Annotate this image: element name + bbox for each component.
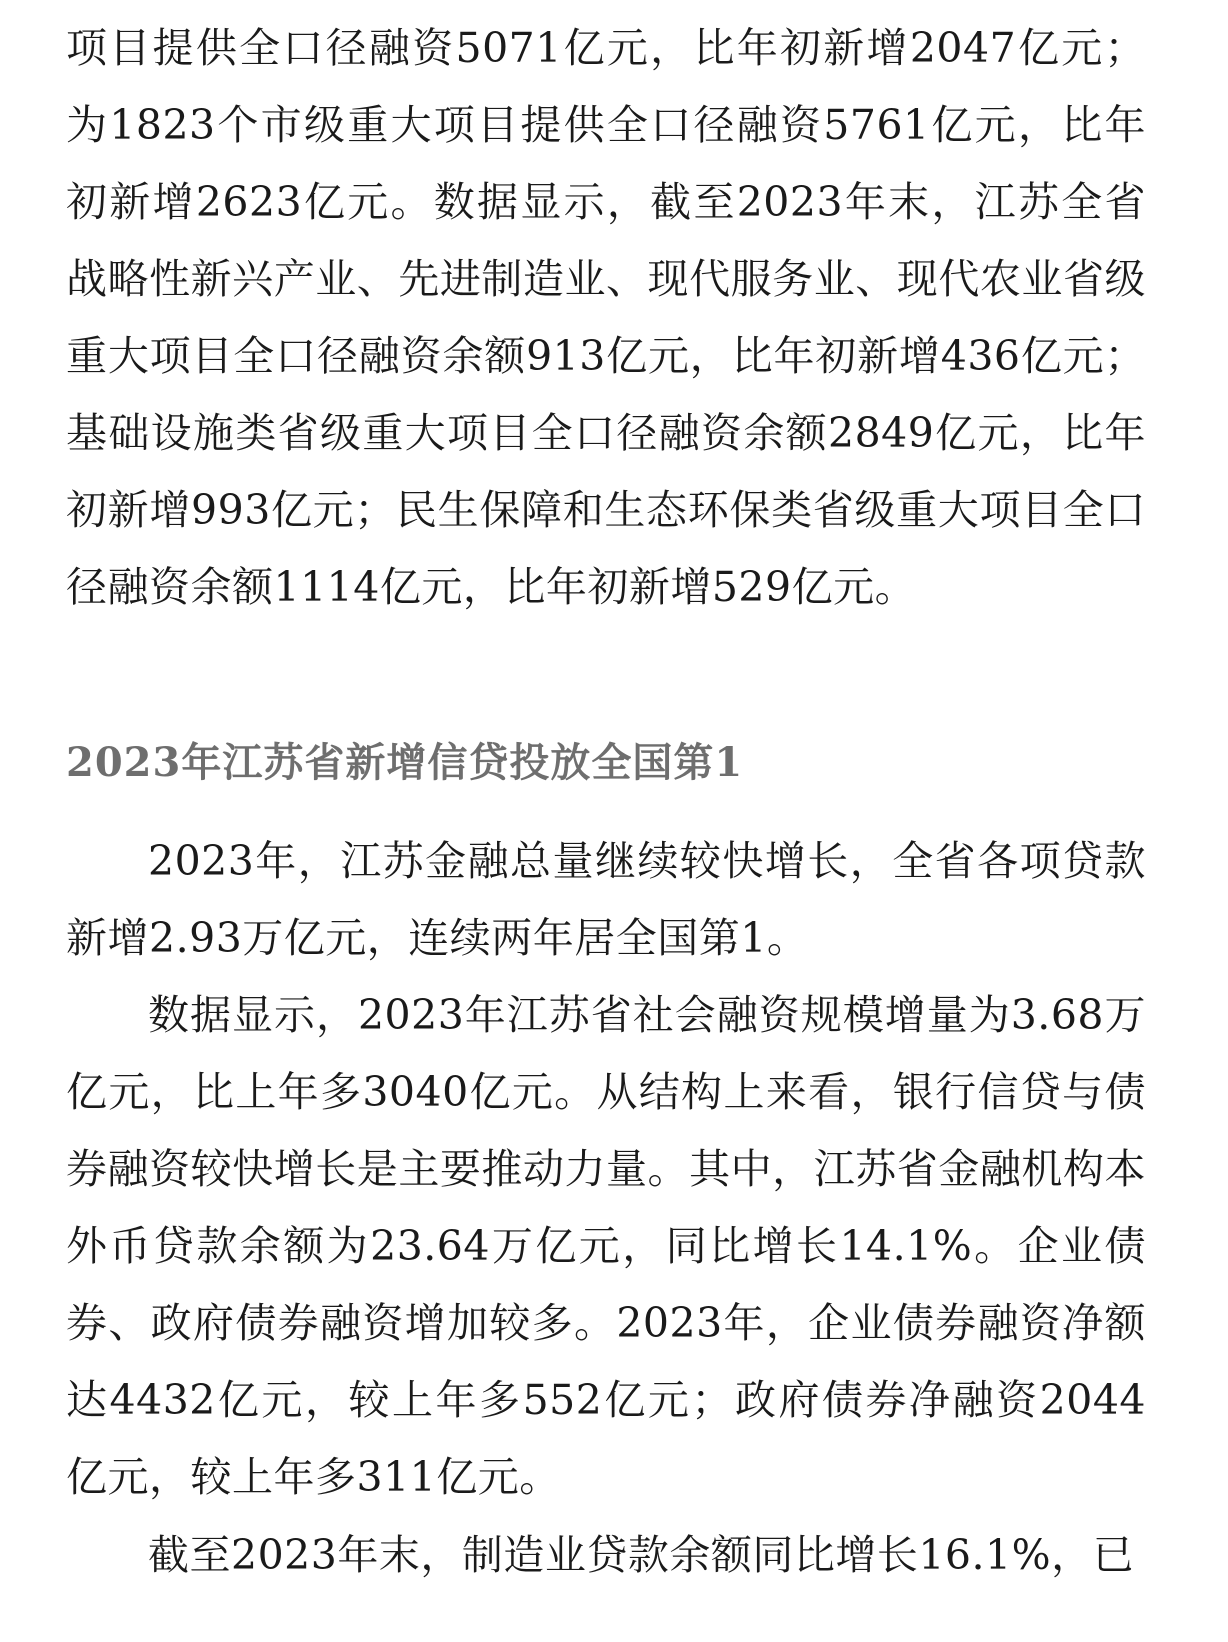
paragraph-2: 数据显示，2023年江苏省社会融资规模增量为3.68万亿元，比上年多3040亿元。从结构上来看，银行信贷与债券融资较快增长是主要推动力量。其中，江苏省金融机构本外币贷款余额为23.64万亿元，同比增长14.1%。企业债券、政府债券融资增加较多。2023年，企业债券融资净额达4432亿元，较上年多552亿元；政府债券净融资2044亿元，较上年多311亿元。 xyxy=(66,991,1146,1501)
body-text-block xyxy=(66,10,1146,626)
paragraph-1: 2023年，江苏金融总量继续较快增长，全省各项贷款新增2.93万亿元，连续两年居全国第1。 xyxy=(66,837,1146,962)
section-heading: 2023年江苏省新增信贷投放全国第1 xyxy=(66,739,744,786)
paragraph-continuation: 项目提供全口径融资5071亿元，比年初新增2047亿元；为1823个市级重大项目提供全口径融资5761亿元，比年初新增2623亿元。数据显示，截至2023年末，江苏全省战略性新兴产业、先进制造业、现代服务业、现代农业省级重大项目全口径融资余额913亿元，比年初新增436亿元；基础设施类省级重大项目全口径融资余额2849亿元，比年初新增993亿元；民生保障和生态环保类省级重大项目全口径融资余额1114亿元，比年初新增529亿元。 xyxy=(66,24,1146,611)
paragraph-3: 截至2023年末，制造业贷款余额同比增长16.1%，已 xyxy=(148,1531,1135,1579)
